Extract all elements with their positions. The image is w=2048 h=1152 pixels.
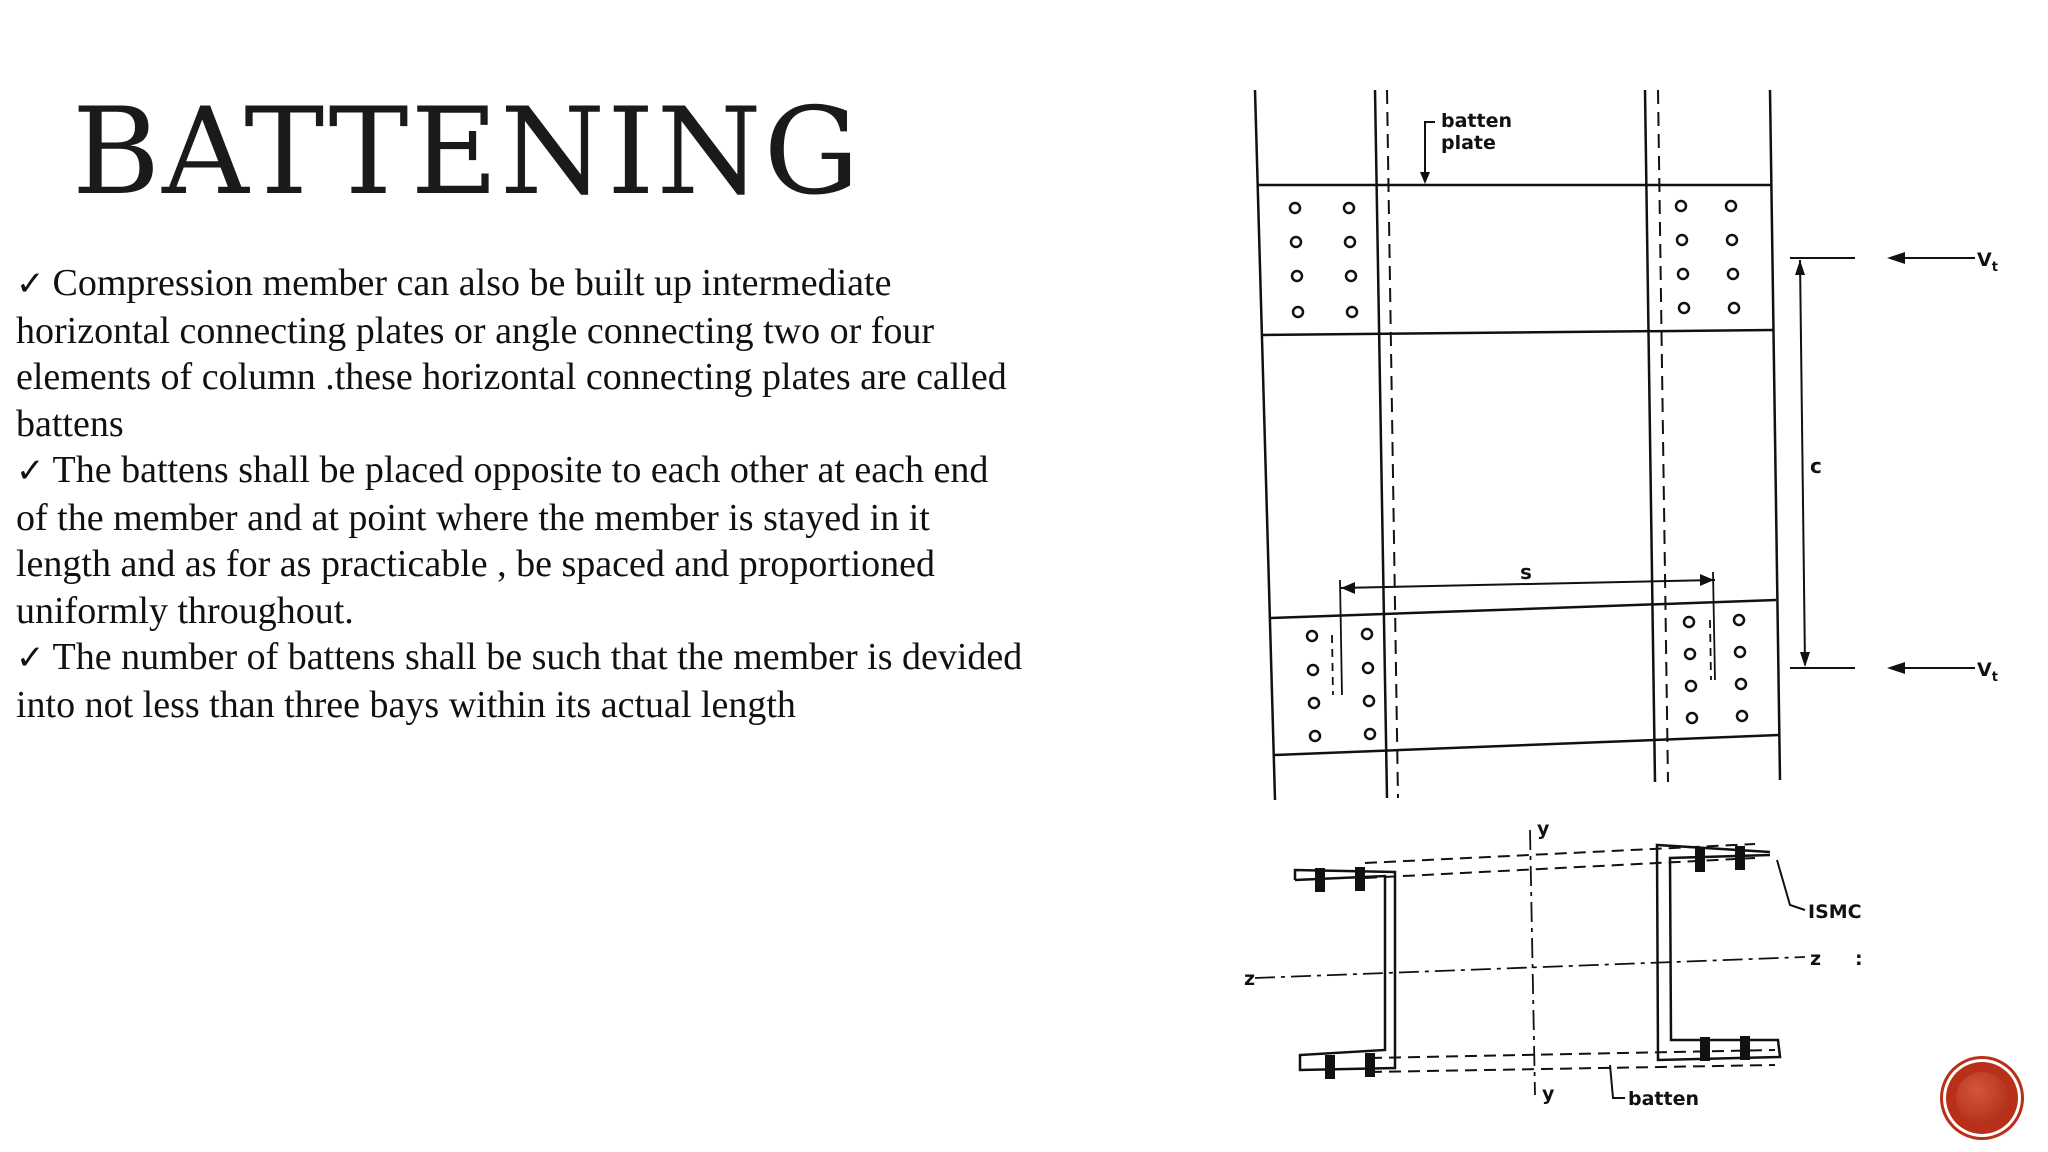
bullet-line: length and as for as practicable , be spaced and proportioned (16, 543, 936, 585)
nav-button-icon (1956, 1072, 2008, 1124)
diagram-svg (1215, 80, 2005, 1152)
vt-top-letter: V (1977, 249, 1992, 271)
slide-title: BATTENING (72, 83, 862, 222)
label-batten-section: batten (1628, 1088, 1699, 1110)
bullet-battens-placement (16, 447, 1226, 634)
bullet-line: into not less than three bays within its actual length (16, 683, 796, 726)
check-icon: ✓ (16, 264, 45, 304)
bullet-line: The number of battens shall be such that the member is devided (52, 636, 1023, 678)
bullet-line: of the member and at point where the member is stayed in it (16, 496, 930, 539)
label-plate: plate (1441, 132, 1496, 154)
bullet-list (16, 260, 1226, 728)
bullet-compression-member (16, 260, 1226, 447)
label-s: s (1520, 560, 1532, 584)
label-y-bottom: y (1542, 1083, 1555, 1105)
bullet-line: battens (16, 402, 124, 445)
bullet-number-of-battens (16, 634, 1226, 728)
vt-bottom-subscript: t (1991, 670, 1998, 685)
vt-bottom-letter: V (1977, 659, 1992, 681)
battened-column-diagram (1215, 80, 2005, 1152)
label-colon: : (1855, 948, 1863, 970)
label-c: c (1810, 454, 1822, 478)
label-batten: batten (1441, 110, 1512, 132)
label-y-top: y (1537, 818, 1550, 840)
bullet-line: horizontal connecting plates or angle connecting two or four (16, 309, 935, 352)
check-icon: ✓ (16, 451, 45, 491)
slide-nav-button[interactable] (1946, 1062, 2018, 1134)
check-icon: ✓ (16, 638, 45, 678)
label-ismc: ISMC (1808, 901, 1862, 923)
vt-top-subscript: t (1991, 260, 1998, 275)
bullet-line: uniformly throughout. (16, 589, 354, 632)
bullet-line: Compression member can also be built up intermediate (52, 262, 892, 304)
bullet-line: elements of column .these horizontal connecting plates are called (16, 356, 1007, 398)
bullet-line: The battens shall be placed opposite to each other at each end (52, 449, 989, 491)
label-z-right: z (1810, 948, 1822, 970)
label-z-left: z (1244, 968, 1256, 990)
